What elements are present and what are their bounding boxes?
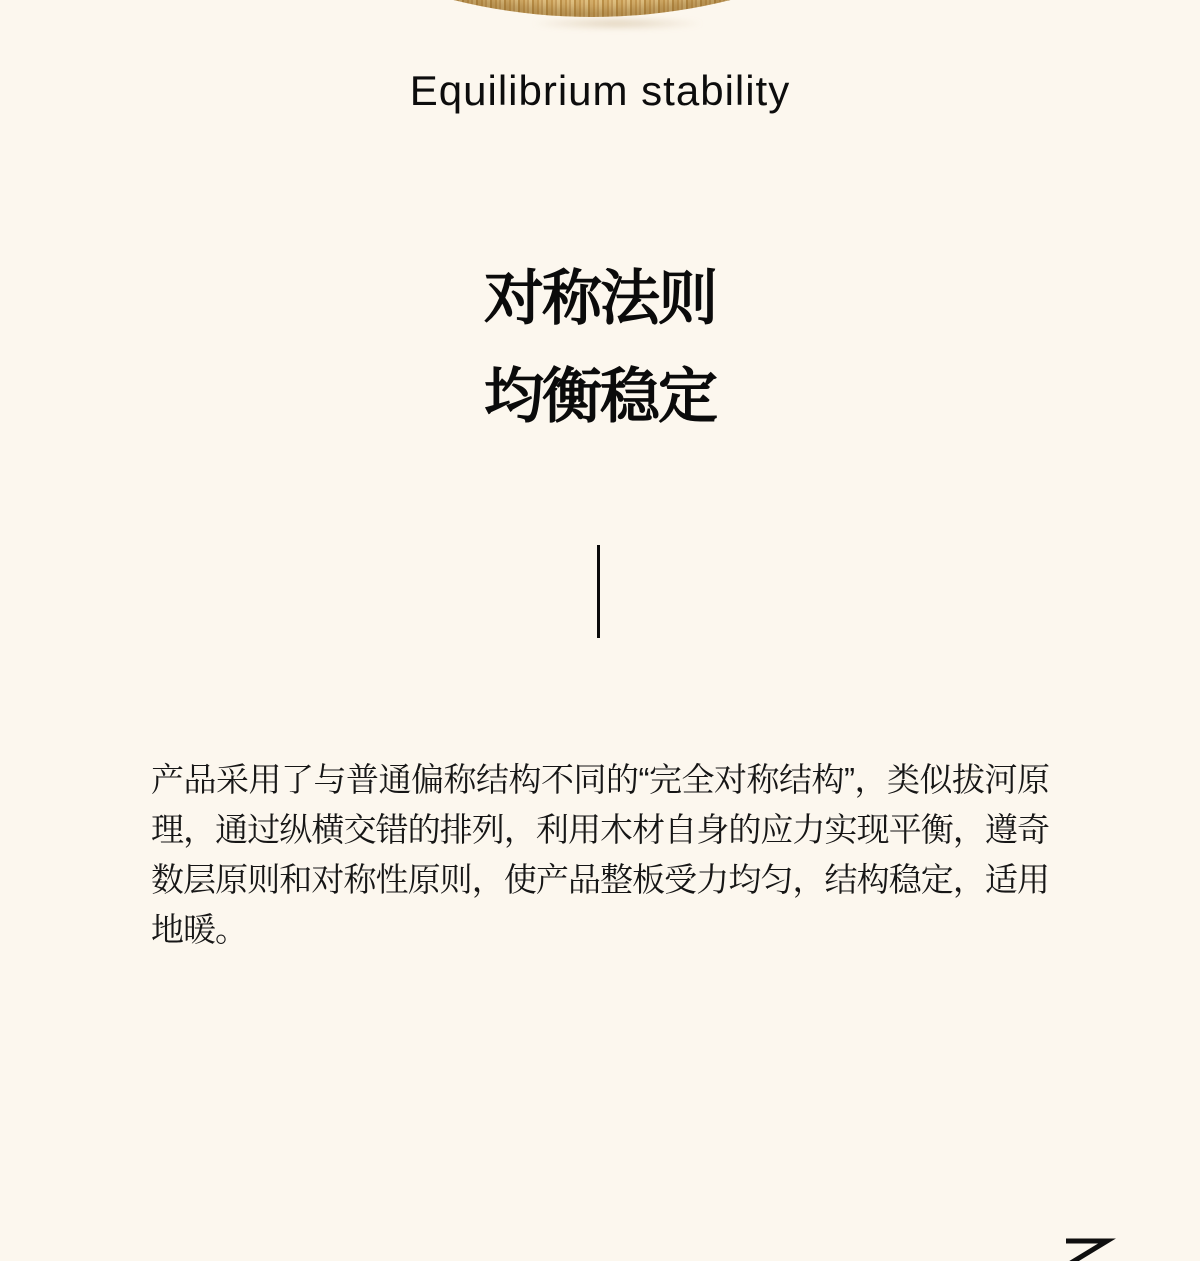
wood-disc-icon xyxy=(19,0,1165,17)
description-paragraph: 产品采用了与普通偏称结构不同的“完全对称结构”，类似拔河原理，通过纵横交错的排列，利用木材自身的应力实现平衡，遵奇数层原则和对称性原则，使产品整板受力均匀，结构稳定，适用地暖。 xyxy=(151,761,1049,948)
vertical-divider-line xyxy=(597,545,600,638)
wood-disc-shadow xyxy=(530,17,705,30)
section-title xyxy=(0,250,1200,446)
section-title-line1: 对称法则 xyxy=(484,265,716,332)
section-title-line2: 均衡稳定 xyxy=(484,363,716,430)
subtitle-english: Equilibrium stability xyxy=(409,67,791,114)
corner-z-zigzag-icon xyxy=(1048,1228,1120,1261)
